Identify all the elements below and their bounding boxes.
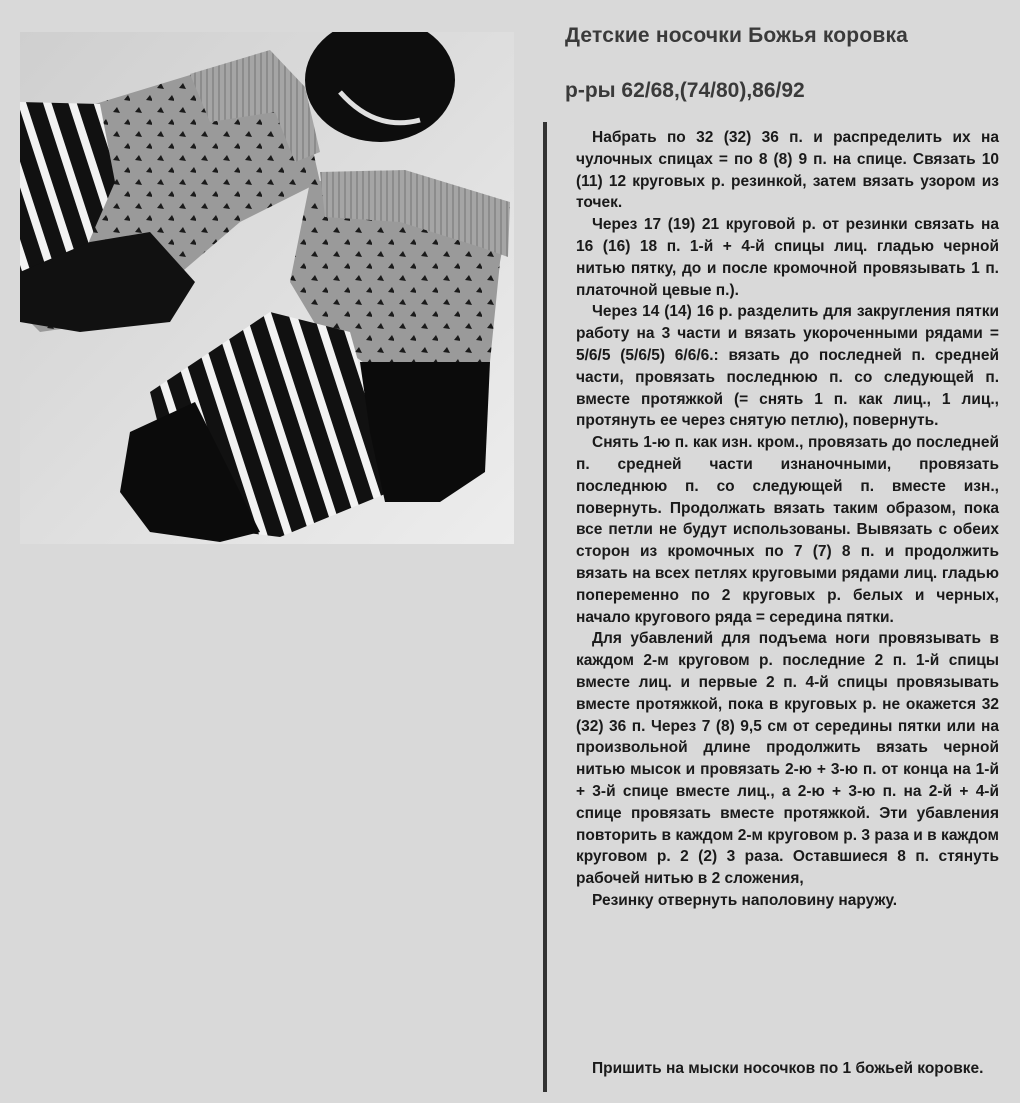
instruction-paragraph: Для убавлений для подъема ноги провязывать в каждом 2-м круговом р. последние 2 п. 1-й спицы вместе лиц. и первые 2 п. 4-й спицы провязывать вместе протяжкой, пока в круговых р. не окажется 32 (32) 36 п. Через 7 (8) 9,5 см от середины пятки или на произвольной длине продолжить вязать черной нитью мысок и провязать 2-ю + 3-ю п. от конца на 1-й + 3-й спице вместе лиц., а 2-ю + 3-ю п. на 2-й + 4-й спице провязать вместе протяжкой. Эти убавления повторить в каждом 2-м круговом р. 3 раза и в каждом круговом р. 2 (2) 3 раза. Оставшиеся 8 п. стянуть рабочей нитью в 2 сложения, <box>576 630 999 888</box>
divider-line <box>543 122 547 1092</box>
instructions-text <box>576 127 999 912</box>
instruction-paragraph: Через 17 (19) 21 круговой р. от резинки связать на 16 (16) 18 п. 1-й + 4-й спицы лиц. гладью черной нитью пятку, до и после кромочной провязывать 1 п. платочной цевые п.). <box>576 216 999 299</box>
page-title: Детские носочки Божья коровка <box>565 24 909 47</box>
instruction-paragraph: Набрать по 32 (32) 36 п. и распределить их на чулочных спицах = по 8 (8) 9 п. на спице. Связать 10 (11) 12 круговых р. резинкой, затем вязать узором из точек. <box>576 129 999 212</box>
closing-note: Пришить на мыски носочков по 1 божьей коровке. <box>592 1060 984 1077</box>
socks-illustration <box>20 32 514 544</box>
instruction-paragraph: Снять 1-ю п. как изн. кром., провязать до последней п. средней части изнаночными, провязать последнюю п. со следующей п. вместе изн., повернуть. Продолжать вязать таким образом, пока все петли не будут использованы. Вывязать с обеих сторон из кромочных по 7 (7) 8 п. и продолжить вязать на всех петлях круговыми рядами лиц. гладью попеременно по 2 круговых р. белых и черных, начало кругового ряда = середина пятки. <box>576 434 999 626</box>
size-range: р-ры 62/68,(74/80),86/92 <box>565 79 805 102</box>
instruction-paragraph: Через 14 (14) 16 р. разделить для закругления пятки работу на 3 части и вязать укороченными рядами = 5/6/5 (5/6/5) 6/6/6.: вязать до последней п. средней части, провязать последнюю п. со следующей п. вместе протяжкой (= снять 1 п. как лиц., 1 лиц., протянуть ее через снятую петлю), повернуть. <box>576 303 999 430</box>
instruction-paragraph: Резинку отвернуть наполовину наружу. <box>592 891 898 909</box>
socks-photo <box>20 32 514 544</box>
